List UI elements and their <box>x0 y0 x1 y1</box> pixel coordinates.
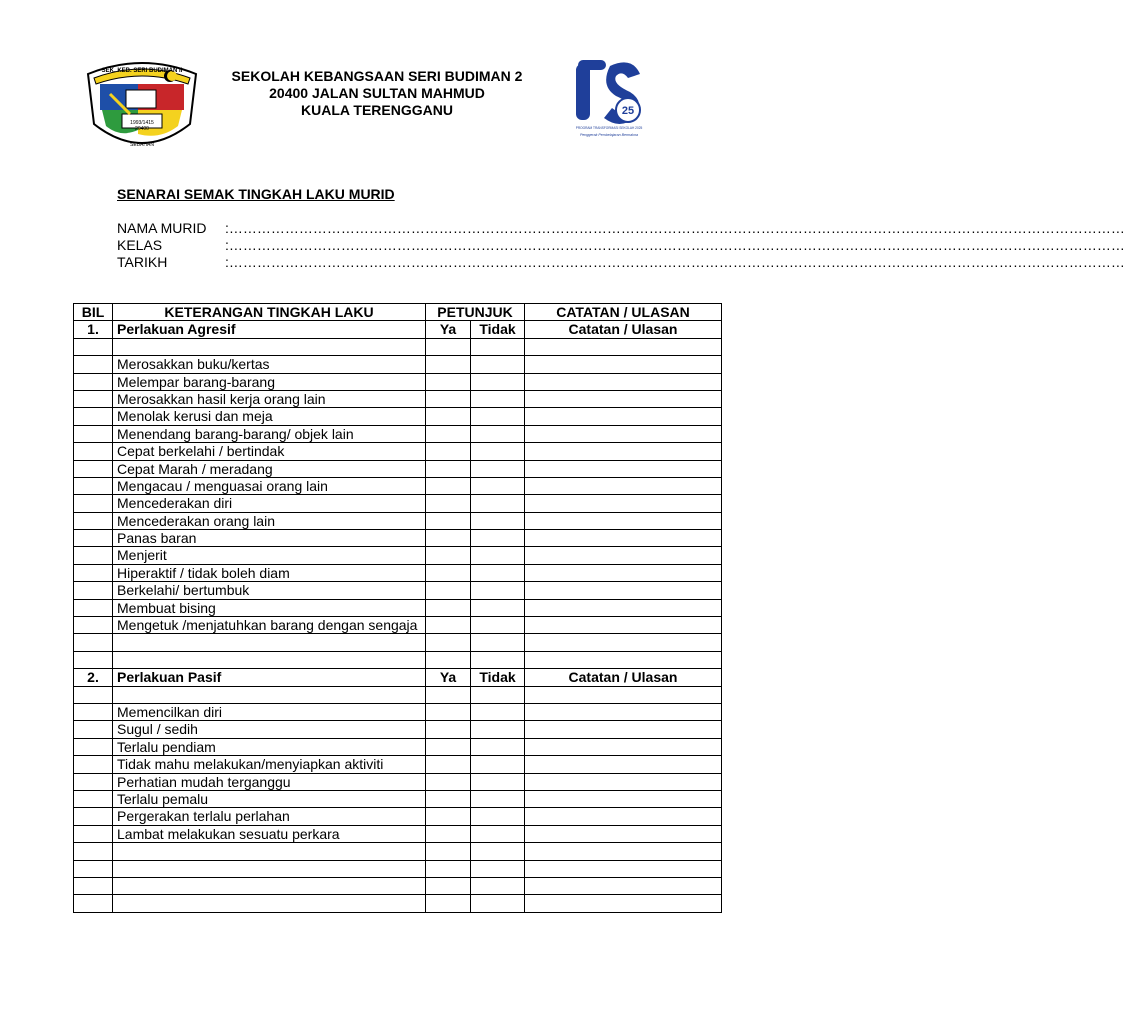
ya-checkbox-cell[interactable] <box>426 738 471 755</box>
header-petunjuk: PETUNJUK <box>426 304 525 321</box>
ya-checkbox-cell[interactable] <box>426 843 471 860</box>
behaviour-description: Terlalu pendiam <box>113 738 426 755</box>
behaviour-item-row <box>74 547 722 564</box>
field-kelas[interactable] <box>117 237 1125 254</box>
bil-cell <box>74 495 113 512</box>
field-label: NAMA MURID <box>117 220 207 236</box>
ya-checkbox-cell[interactable] <box>426 530 471 547</box>
behaviour-item-row <box>74 773 722 790</box>
catatan-cell[interactable] <box>525 443 722 460</box>
catatan-cell[interactable] <box>525 617 722 634</box>
catatan-cell[interactable] <box>525 877 722 894</box>
behaviour-description: Tidak mahu melakukan/menyiapkan aktiviti <box>113 756 426 773</box>
ya-checkbox-cell[interactable] <box>426 495 471 512</box>
behaviour-item-row <box>74 530 722 547</box>
desc-cell <box>113 877 426 894</box>
behaviour-item-row <box>74 738 722 755</box>
bil-cell <box>74 477 113 494</box>
blank-row <box>74 895 722 912</box>
behaviour-description: Merosakkan buku/kertas <box>113 356 426 373</box>
ya-checkbox-cell[interactable] <box>426 443 471 460</box>
behaviour-item-row <box>74 373 722 390</box>
section-catatan-label: Catatan / Ulasan <box>525 321 722 338</box>
behaviour-item-row <box>74 443 722 460</box>
section-tidak-label: Tidak <box>471 321 525 338</box>
tidak-checkbox-cell[interactable] <box>471 495 525 512</box>
behaviour-item-row <box>74 703 722 720</box>
tidak-checkbox-cell[interactable] <box>471 425 525 442</box>
ya-checkbox-cell[interactable] <box>426 547 471 564</box>
bil-cell <box>74 408 113 425</box>
ya-checkbox-cell[interactable] <box>426 460 471 477</box>
ya-checkbox-cell[interactable] <box>426 512 471 529</box>
blank-row <box>74 843 722 860</box>
school-crest-logo <box>80 54 204 156</box>
ya-checkbox-cell[interactable] <box>426 390 471 407</box>
behaviour-description: Pergerakan terlalu perlahan <box>113 808 426 825</box>
behaviour-item-row <box>74 756 722 773</box>
school-name: SEKOLAH KEBANGSAAN SERI BUDIMAN 2 <box>231 68 523 84</box>
catatan-cell[interactable] <box>525 373 722 390</box>
ya-checkbox-cell[interactable] <box>426 582 471 599</box>
catatan-cell[interactable] <box>525 738 722 755</box>
field-blank[interactable]: :………………………………………………………………………………………………………………………………………………………………………… <box>225 237 1125 253</box>
behaviour-item-row <box>74 495 722 512</box>
bil-cell <box>74 443 113 460</box>
bil-cell <box>74 373 113 390</box>
tidak-checkbox-cell[interactable] <box>471 564 525 581</box>
behaviour-item-row <box>74 460 722 477</box>
section-ya-label: Ya <box>426 321 471 338</box>
behaviour-item-row <box>74 512 722 529</box>
field-blank[interactable]: :………………………………………………………………………………………………………………………………………………………………………… <box>225 220 1125 236</box>
behaviour-description: Cepat berkelahi / bertindak <box>113 443 426 460</box>
behaviour-item-row <box>74 617 722 634</box>
crest-year-text: 1993/1415 <box>130 120 154 126</box>
ts25-number: 25 <box>621 105 635 117</box>
student-info-fields <box>117 220 1125 271</box>
behaviour-checklist-table <box>73 303 722 913</box>
behaviour-description: Mencederakan orang lain <box>113 512 426 529</box>
tidak-checkbox-cell[interactable] <box>471 651 525 668</box>
header-bil: BIL <box>74 304 113 321</box>
catatan-cell[interactable] <box>525 686 722 703</box>
behaviour-description: Perhatian mudah terganggu <box>113 773 426 790</box>
tidak-checkbox-cell[interactable] <box>471 338 525 355</box>
school-header <box>210 68 544 119</box>
section-title: Perlakuan Pasif <box>113 669 426 686</box>
ts25-logo <box>572 56 646 140</box>
bil-cell <box>74 356 113 373</box>
section-title: Perlakuan Agresif <box>113 321 426 338</box>
catatan-cell[interactable] <box>525 860 722 877</box>
section-tidak-label: Tidak <box>471 669 525 686</box>
bil-cell <box>74 634 113 651</box>
catatan-cell[interactable] <box>525 495 722 512</box>
behaviour-item-row <box>74 477 722 494</box>
catatan-cell[interactable] <box>525 773 722 790</box>
tidak-checkbox-cell[interactable] <box>471 390 525 407</box>
behaviour-description: Merosakkan hasil kerja orang lain <box>113 390 426 407</box>
catatan-cell[interactable] <box>525 356 722 373</box>
catatan-cell[interactable] <box>525 477 722 494</box>
behaviour-item-row <box>74 808 722 825</box>
tidak-checkbox-cell[interactable] <box>471 808 525 825</box>
catatan-cell[interactable] <box>525 425 722 442</box>
behaviour-description: Terlalu pemalu <box>113 790 426 807</box>
blank-row <box>74 860 722 877</box>
section-ya-label: Ya <box>426 669 471 686</box>
field-tarikh[interactable] <box>117 254 1125 271</box>
bil-cell <box>74 721 113 738</box>
bil-cell <box>74 599 113 616</box>
bil-cell <box>74 338 113 355</box>
document-title: SENARAI SEMAK TINGKAH LAKU MURID <box>117 186 395 202</box>
ya-checkbox-cell[interactable] <box>426 408 471 425</box>
bil-cell <box>74 686 113 703</box>
desc-cell <box>113 843 426 860</box>
catatan-cell[interactable] <box>525 843 722 860</box>
ts25-caption: PROGRAM TRANSFORMASI SEKOLAH 2025 <box>575 126 643 130</box>
tidak-checkbox-cell[interactable] <box>471 756 525 773</box>
ya-checkbox-cell[interactable] <box>426 790 471 807</box>
tidak-checkbox-cell[interactable] <box>471 617 525 634</box>
behaviour-description: Mengacau / menguasai orang lain <box>113 477 426 494</box>
behaviour-item-row <box>74 408 722 425</box>
blank-row <box>74 338 722 355</box>
section-catatan-label: Catatan / Ulasan <box>525 669 722 686</box>
tidak-checkbox-cell[interactable] <box>471 790 525 807</box>
behaviour-description: Hiperaktif / tidak boleh diam <box>113 564 426 581</box>
bil-cell <box>74 460 113 477</box>
behaviour-description: Mencederakan diri <box>113 495 426 512</box>
catatan-cell[interactable] <box>525 895 722 912</box>
crest-bottom-text: SEBAHAN <box>130 142 154 148</box>
catatan-cell[interactable] <box>525 547 722 564</box>
catatan-cell[interactable] <box>525 721 722 738</box>
crest-code-text: 20400 <box>135 126 149 132</box>
ya-checkbox-cell[interactable] <box>426 477 471 494</box>
behaviour-item-row <box>74 356 722 373</box>
tidak-checkbox-cell[interactable] <box>471 843 525 860</box>
bil-cell <box>74 877 113 894</box>
tidak-checkbox-cell[interactable] <box>471 721 525 738</box>
bil-cell <box>74 390 113 407</box>
table-header-row <box>74 304 722 321</box>
catatan-cell[interactable] <box>525 582 722 599</box>
ya-checkbox-cell[interactable] <box>426 634 471 651</box>
tidak-checkbox-cell[interactable] <box>471 460 525 477</box>
behaviour-item-row <box>74 721 722 738</box>
behaviour-description: Menendang barang-barang/ objek lain <box>113 425 426 442</box>
ya-checkbox-cell[interactable] <box>426 338 471 355</box>
desc-cell <box>113 686 426 703</box>
tidak-checkbox-cell[interactable] <box>471 547 525 564</box>
bil-cell <box>74 825 113 842</box>
behaviour-description: Mengetuk /menjatuhkan barang dengan sengaja <box>113 617 426 634</box>
behaviour-description: Memencilkan diri <box>113 703 426 720</box>
catatan-cell[interactable] <box>525 651 722 668</box>
ya-checkbox-cell[interactable] <box>426 564 471 581</box>
bil-cell <box>74 564 113 581</box>
bil-cell <box>74 895 113 912</box>
ya-checkbox-cell[interactable] <box>426 425 471 442</box>
bil-cell <box>74 808 113 825</box>
school-city: KUALA TERENGGANU <box>301 102 453 118</box>
bil-cell <box>74 843 113 860</box>
ya-checkbox-cell[interactable] <box>426 895 471 912</box>
field-label: KELAS <box>117 237 163 253</box>
tidak-checkbox-cell[interactable] <box>471 373 525 390</box>
catatan-cell[interactable] <box>525 338 722 355</box>
catatan-cell[interactable] <box>525 825 722 842</box>
behaviour-description: Melempar barang-barang <box>113 373 426 390</box>
header-keterangan: KETERANGAN TINGKAH LAKU <box>113 304 426 321</box>
field-blank[interactable]: :………………………………………………………………………………………………………………………………………………………………………… <box>225 254 1125 270</box>
ts25-tagline: Penggerak Pembelajaran Bermakna <box>580 133 638 137</box>
bil-cell <box>74 651 113 668</box>
catatan-cell[interactable] <box>525 564 722 581</box>
bil-cell <box>74 512 113 529</box>
catatan-cell[interactable] <box>525 599 722 616</box>
blank-row <box>74 634 722 651</box>
behaviour-item-row <box>74 390 722 407</box>
section-number: 1. <box>74 321 113 338</box>
ya-checkbox-cell[interactable] <box>426 877 471 894</box>
behaviour-description: Menjerit <box>113 547 426 564</box>
behaviour-item-row <box>74 564 722 581</box>
behaviour-description: Cepat Marah / meradang <box>113 460 426 477</box>
behaviour-item-row <box>74 790 722 807</box>
bil-cell <box>74 617 113 634</box>
catatan-cell[interactable] <box>525 790 722 807</box>
behaviour-item-row <box>74 425 722 442</box>
tidak-checkbox-cell[interactable] <box>471 634 525 651</box>
tidak-checkbox-cell[interactable] <box>471 356 525 373</box>
tidak-checkbox-cell[interactable] <box>471 477 525 494</box>
tidak-checkbox-cell[interactable] <box>471 582 525 599</box>
behaviour-description: Membuat bising <box>113 599 426 616</box>
ya-checkbox-cell[interactable] <box>426 773 471 790</box>
tidak-checkbox-cell[interactable] <box>471 530 525 547</box>
ya-checkbox-cell[interactable] <box>426 825 471 842</box>
ya-checkbox-cell[interactable] <box>426 860 471 877</box>
catatan-cell[interactable] <box>525 408 722 425</box>
header-catatan: CATATAN / ULASAN <box>525 304 722 321</box>
crest-top-text: SEK. KEB. SERI BUDIMAN II <box>101 68 183 74</box>
ya-checkbox-cell[interactable] <box>426 703 471 720</box>
catatan-cell[interactable] <box>525 512 722 529</box>
catatan-cell[interactable] <box>525 460 722 477</box>
behaviour-description: Lambat melakukan sesuatu perkara <box>113 825 426 842</box>
bil-cell <box>74 738 113 755</box>
blank-row <box>74 686 722 703</box>
section-number: 2. <box>74 669 113 686</box>
tidak-checkbox-cell[interactable] <box>471 895 525 912</box>
bil-cell <box>74 703 113 720</box>
behaviour-description: Menolak kerusi dan meja <box>113 408 426 425</box>
behaviour-description: Sugul / sedih <box>113 721 426 738</box>
tidak-checkbox-cell[interactable] <box>471 860 525 877</box>
ya-checkbox-cell[interactable] <box>426 356 471 373</box>
bil-cell <box>74 860 113 877</box>
ya-checkbox-cell[interactable] <box>426 373 471 390</box>
section-header-row <box>74 669 722 686</box>
ya-checkbox-cell[interactable] <box>426 808 471 825</box>
bil-cell <box>74 790 113 807</box>
tidak-checkbox-cell[interactable] <box>471 512 525 529</box>
tidak-checkbox-cell[interactable] <box>471 773 525 790</box>
behaviour-description: Berkelahi/ bertumbuk <box>113 582 426 599</box>
desc-cell <box>113 634 426 651</box>
blank-row <box>74 877 722 894</box>
catatan-cell[interactable] <box>525 808 722 825</box>
section-header-row <box>74 321 722 338</box>
behaviour-item-row <box>74 599 722 616</box>
field-nama-murid[interactable] <box>117 220 1125 237</box>
tidak-checkbox-cell[interactable] <box>471 825 525 842</box>
catatan-cell[interactable] <box>525 390 722 407</box>
desc-cell <box>113 338 426 355</box>
desc-cell <box>113 895 426 912</box>
tidak-checkbox-cell[interactable] <box>471 738 525 755</box>
desc-cell <box>113 860 426 877</box>
catatan-cell[interactable] <box>525 756 722 773</box>
behaviour-item-row <box>74 582 722 599</box>
behaviour-description: Panas baran <box>113 530 426 547</box>
tidak-checkbox-cell[interactable] <box>471 443 525 460</box>
tidak-checkbox-cell[interactable] <box>471 599 525 616</box>
behaviour-item-row <box>74 825 722 842</box>
tidak-checkbox-cell[interactable] <box>471 703 525 720</box>
field-label: TARIKH <box>117 254 168 270</box>
catatan-cell[interactable] <box>525 634 722 651</box>
blank-row <box>74 651 722 668</box>
ya-checkbox-cell[interactable] <box>426 617 471 634</box>
bil-cell <box>74 756 113 773</box>
ya-checkbox-cell[interactable] <box>426 651 471 668</box>
bil-cell <box>74 547 113 564</box>
catatan-cell[interactable] <box>525 703 722 720</box>
tidak-checkbox-cell[interactable] <box>471 686 525 703</box>
ya-checkbox-cell[interactable] <box>426 686 471 703</box>
ya-checkbox-cell[interactable] <box>426 721 471 738</box>
bil-cell <box>74 773 113 790</box>
tidak-checkbox-cell[interactable] <box>471 408 525 425</box>
bil-cell <box>74 530 113 547</box>
desc-cell <box>113 651 426 668</box>
bil-cell <box>74 425 113 442</box>
ya-checkbox-cell[interactable] <box>426 756 471 773</box>
bil-cell <box>74 582 113 599</box>
catatan-cell[interactable] <box>525 530 722 547</box>
school-address: 20400 JALAN SULTAN MAHMUD <box>269 85 485 101</box>
tidak-checkbox-cell[interactable] <box>471 877 525 894</box>
ya-checkbox-cell[interactable] <box>426 599 471 616</box>
